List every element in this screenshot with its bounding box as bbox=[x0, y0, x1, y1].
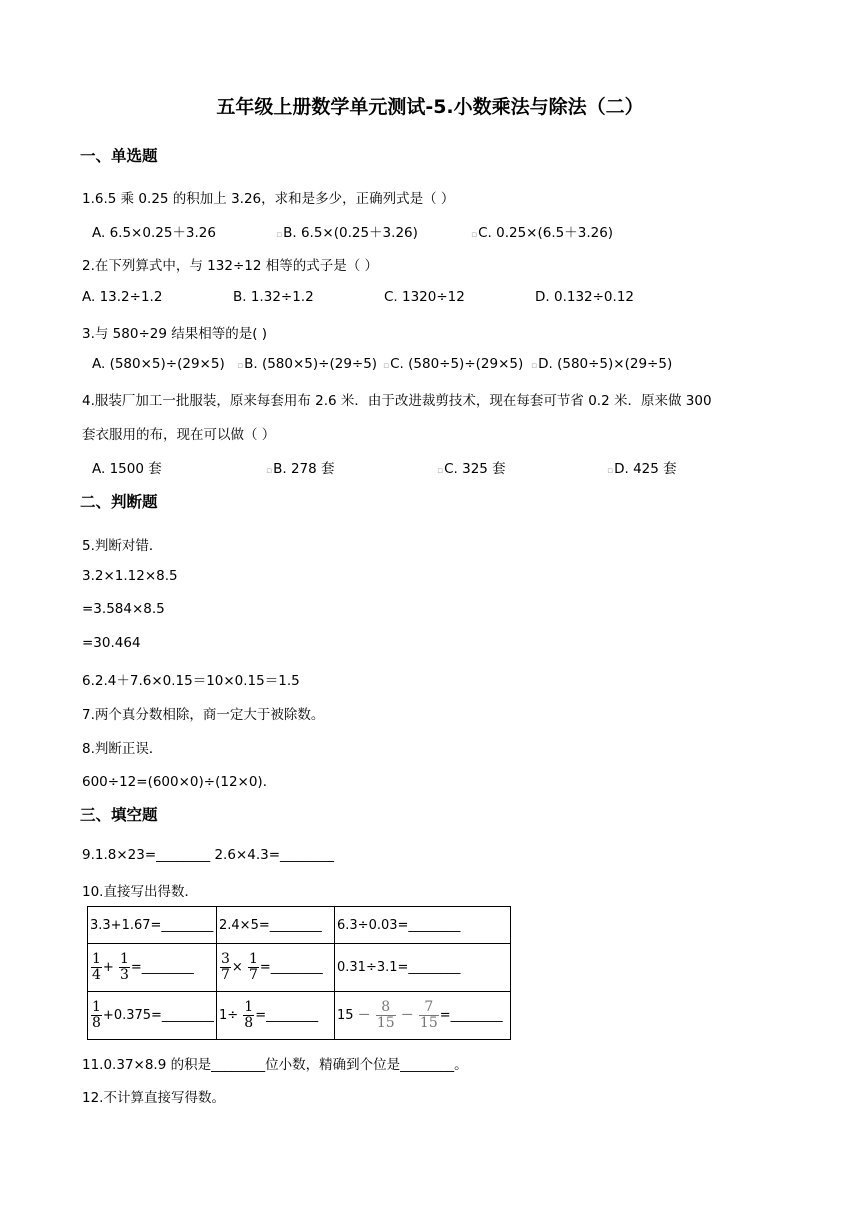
question-4-line-1: 4.服装厂加工一批服装，原来每套用布 2.6 米．由于改进裁剪技术，现在每套可节省 0.2 米．原来做 300 bbox=[82, 393, 712, 409]
q5-expression-line-2: =3.584×8.5 bbox=[82, 601, 165, 617]
option-marker-icon: ▫ bbox=[276, 230, 283, 240]
question-8: 8.判断正误． bbox=[82, 741, 163, 757]
option-marker-icon: ▫ bbox=[471, 230, 478, 240]
question-5: 5.判断对错． bbox=[82, 538, 163, 554]
calc-cell: $\frac{1}{8}$ +0.375=________ bbox=[88, 992, 217, 1040]
fraction: $\frac{1}{3}$ bbox=[119, 951, 129, 983]
calc-cell: 0.31÷3.1=________ bbox=[335, 944, 511, 992]
q2-option-c: C. 1320÷12 bbox=[384, 289, 465, 305]
q2-option-a: A. 13.2÷1.2 bbox=[82, 289, 163, 305]
fraction: $\frac{8}{15}$ bbox=[376, 999, 395, 1031]
section-heading-fill-in: 三、填空题 bbox=[80, 806, 158, 824]
question-2: 2.在下列算式中，与 132÷12 相等的式子是（ ） bbox=[82, 258, 379, 274]
q3-option-d: ▫D. (580÷5)×(29÷5) bbox=[531, 356, 673, 372]
calc-cell: 3.3+1.67=________ bbox=[88, 907, 217, 944]
q8-expression: 600÷12=(600×0)÷(12×0)． bbox=[82, 774, 277, 790]
option-marker-icon: ▫ bbox=[383, 361, 390, 371]
section-heading-single-choice: 一、单选题 bbox=[80, 147, 158, 165]
q4-option-c: ▫C. 325 套 bbox=[437, 461, 506, 477]
q5-expression-line-1: 3.2×1.12×8.5 bbox=[82, 568, 178, 584]
question-3: 3.与 580÷29 结果相等的是( ) bbox=[82, 326, 268, 342]
question-1: 1.6.5 乘 0.25 的积加上 3.26，求和是多少，正确列式是（ ） bbox=[82, 191, 455, 207]
fraction: $\frac{3}{7}$ bbox=[221, 951, 230, 983]
calc-cell: 15 － $\frac{8}{15}$ － $\frac{7}{15}$ =________ bbox=[335, 992, 511, 1040]
q3-option-c: ▫C. (580÷5)÷(29×5) bbox=[383, 356, 524, 372]
calc-cell: 1÷ $\frac{1}{8}$ =________ bbox=[217, 992, 335, 1040]
calc-cell: 2.4×5=________ bbox=[217, 907, 335, 944]
question-6: 6.2.4＋7.6×0.15＝10×0.15＝1.5 bbox=[82, 673, 300, 689]
q4-option-b: ▫B. 278 套 bbox=[266, 461, 335, 477]
option-marker-icon: ▫ bbox=[266, 466, 273, 476]
fraction: $\frac{1}{4}$ bbox=[92, 951, 101, 983]
fraction: $\frac{7}{15}$ bbox=[419, 999, 438, 1031]
q1-option-a: A. 6.5×0.25＋3.26 bbox=[92, 225, 216, 241]
q4-option-a: A. 1500 套 bbox=[92, 461, 162, 477]
option-marker-icon: ▫ bbox=[607, 466, 614, 476]
question-11: 11.0.37×8.9 的积是________位小数，精确到个位是________。 bbox=[82, 1057, 468, 1073]
option-marker-icon: ▫ bbox=[237, 361, 244, 371]
calc-cell: $\frac{3}{7}$ × $\frac{1}{7}$ =________ bbox=[217, 944, 335, 992]
option-marker-icon: ▫ bbox=[531, 361, 538, 371]
question-10: 10.直接写出得数． bbox=[82, 884, 198, 900]
calc-cell: 6.3÷0.03=________ bbox=[335, 907, 511, 944]
option-marker-icon: ▫ bbox=[437, 466, 444, 476]
q2-option-b: B. 1.32÷1.2 bbox=[233, 289, 314, 305]
q4-option-d: ▫D. 425 套 bbox=[607, 461, 677, 477]
question-7: 7.两个真分数相除，商一定大于被除数。 bbox=[82, 707, 325, 723]
calc-cell: $\frac{1}{4}$ + $\frac{1}{3}$ =________ bbox=[88, 944, 217, 992]
question-4-line-2: 套衣服用的布，现在可以做（ ） bbox=[82, 427, 276, 443]
q5-expression-line-3: =30.464 bbox=[82, 635, 141, 651]
q3-option-a: A. (580×5)÷(29×5) bbox=[92, 356, 225, 372]
page-title: 五年级上册数学单元测试-5.小数乘法与除法（二） bbox=[216, 96, 644, 118]
q1-option-c: ▫C. 0.25×(6.5＋3.26) bbox=[471, 225, 614, 241]
q1-option-b: ▫B. 6.5×(0.25＋3.26) bbox=[276, 225, 418, 241]
q3-option-b: ▫B. (580×5)÷(29÷5) bbox=[237, 356, 378, 372]
question-9: 9.1.8×23=________ 2.6×4.3=________ bbox=[82, 847, 335, 863]
calculation-table bbox=[87, 906, 511, 1040]
q2-option-d: D. 0.132÷0.12 bbox=[535, 289, 634, 305]
question-12: 12.不计算直接写得数。 bbox=[82, 1090, 225, 1106]
fraction: $\frac{1}{8}$ bbox=[92, 999, 101, 1031]
fraction: $\frac{1}{7}$ bbox=[248, 951, 258, 983]
section-heading-true-false: 二、判断题 bbox=[80, 493, 158, 511]
fraction: $\frac{1}{8}$ bbox=[244, 999, 254, 1031]
